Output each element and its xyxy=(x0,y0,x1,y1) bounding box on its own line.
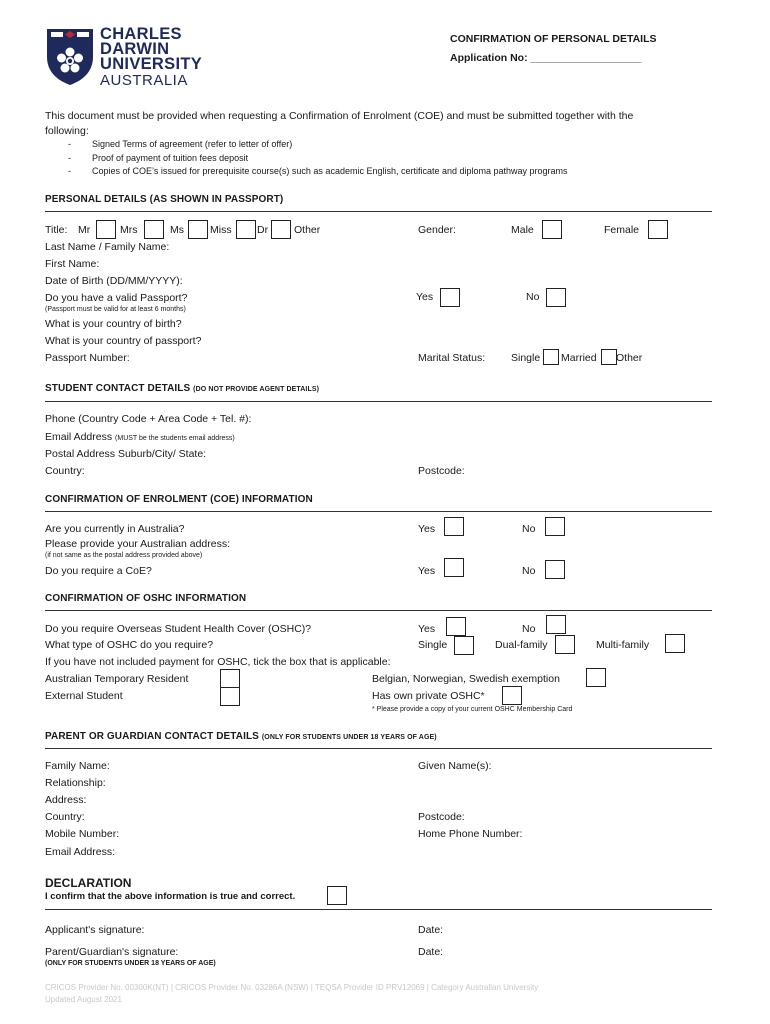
personal-details-heading: PERSONAL DETAILS (AS SHOWN IN PASSPORT) xyxy=(45,194,284,205)
title-label: Title: xyxy=(45,224,68,236)
footer-updated: Updated August 2021 xyxy=(45,995,122,1004)
country-field[interactable]: Country: xyxy=(45,465,85,477)
email-label: Email Address xyxy=(45,431,113,443)
atr-label: Australian Temporary Resident xyxy=(45,673,189,685)
parent-heading-text: PARENT OR GUARDIAN CONTACT DETAILS xyxy=(45,731,259,742)
in-australia-yes-label: Yes xyxy=(418,523,436,535)
single-label: Single xyxy=(511,352,541,364)
australian-address-field[interactable]: Please provide your Australian address: xyxy=(45,538,231,550)
logo-line-3: UNIVERSITY xyxy=(100,55,203,73)
declaration-confirm-text: I confirm that the above information is true and correct. xyxy=(45,891,296,902)
other-label: Other xyxy=(616,352,643,364)
oshc-dual-checkbox[interactable] xyxy=(555,635,575,654)
marital-status-label: Marital Status: xyxy=(418,352,486,364)
title-dr-label: Dr xyxy=(257,224,269,236)
contact-heading xyxy=(45,383,319,394)
oshc-single-checkbox[interactable] xyxy=(454,636,474,655)
applicant-signature-field[interactable]: Applicant's signature: xyxy=(45,924,145,936)
divider xyxy=(45,401,712,402)
gender-label: Gender: xyxy=(418,224,456,236)
postcode-field[interactable]: Postcode: xyxy=(418,465,465,477)
dob-field[interactable]: Date of Birth (DD/MM/YYYY): xyxy=(45,275,183,287)
parent-postcode-field[interactable]: Postcode: xyxy=(418,811,465,823)
parent-country-field[interactable]: Country: xyxy=(45,811,85,823)
phone-field[interactable]: Phone (Country Code + Area Code + Tel. #): xyxy=(45,413,252,425)
passport-no-checkbox[interactable] xyxy=(546,288,566,307)
footer-cricos: CRICOS Provider No. 00300K(NT) | CRICOS Provider No. 03286A (NSW) | TEQSA Provider ID PRV12069 | Category Australian University xyxy=(45,983,539,992)
parent-family-name-field[interactable]: Family Name: xyxy=(45,760,110,772)
in-australia-yes-checkbox[interactable] xyxy=(444,517,464,536)
parent-heading xyxy=(45,731,437,742)
logo-line-1: CHARLES xyxy=(100,25,182,43)
passport-country-field[interactable]: What is your country of passport? xyxy=(45,335,202,347)
require-coe-question: Do you require a CoE? xyxy=(45,565,152,577)
coe-heading: CONFIRMATION OF ENROLMENT (COE) INFORMATION xyxy=(45,494,313,505)
require-coe-yes-label: Yes xyxy=(418,565,436,577)
list-item: Proof of payment of tuition fees deposit xyxy=(92,153,249,163)
oshc-single-label: Single xyxy=(418,639,448,651)
married-checkbox[interactable] xyxy=(601,349,617,365)
oshc-no-label: No xyxy=(522,623,536,635)
title-dr-checkbox[interactable] xyxy=(271,220,291,239)
divider xyxy=(45,511,712,512)
require-coe-no-label: No xyxy=(522,565,536,577)
divider xyxy=(45,610,712,611)
parent-signature-field[interactable]: Parent/Guardian's signature: xyxy=(45,946,179,958)
private-oshc-checkbox[interactable] xyxy=(502,686,522,705)
birth-country-field[interactable]: What is your country of birth? xyxy=(45,318,182,330)
list-item: Signed Terms of agreement (refer to letter of offer) xyxy=(92,139,293,149)
email-note: (MUST be the students email address) xyxy=(115,435,235,442)
female-checkbox[interactable] xyxy=(648,220,668,239)
passport-number-field[interactable]: Passport Number: xyxy=(45,352,130,364)
logo-line-4: AUSTRALIA xyxy=(100,72,188,89)
male-checkbox[interactable] xyxy=(542,220,562,239)
intro-text: This document must be provided when requesting a Confirmation of Enrolment (COE) and must be submitted together with the xyxy=(45,110,634,122)
in-australia-no-label: No xyxy=(522,523,536,535)
oshc-not-included-text: If you have not included payment for OSHC, tick the box that is applicable: xyxy=(45,656,391,668)
list-item: Copies of COE’s issued for prerequisite course(s) such as academic English, certificate and diploma pathway programs xyxy=(92,166,568,176)
oshc-no-checkbox[interactable] xyxy=(546,615,566,634)
oshc-multi-checkbox[interactable] xyxy=(665,634,685,653)
oshc-require-question: Do you require Overseas Student Health Cover (OSHC)? xyxy=(45,623,312,635)
parent-mobile-field[interactable]: Mobile Number: xyxy=(45,828,120,840)
divider xyxy=(45,748,712,749)
passport-question: Do you have a valid Passport? xyxy=(45,292,188,304)
in-australia-question: Are you currently in Australia? xyxy=(45,523,185,535)
applicant-date-field[interactable]: Date: xyxy=(418,924,444,936)
divider xyxy=(45,211,712,212)
parent-signature-note: (ONLY FOR STUDENTS UNDER 18 YEARS OF AGE) xyxy=(45,960,216,967)
application-number-field[interactable]: Application No: ___________________ xyxy=(450,52,642,64)
australian-address-note: (if not same as the postal address provided above) xyxy=(45,552,203,559)
contact-heading-note: (DO NOT PROVIDE AGENT DETAILS) xyxy=(193,386,320,393)
title-mr-checkbox[interactable] xyxy=(96,220,116,239)
parent-date-field[interactable]: Date: xyxy=(418,946,444,958)
oshc-heading: CONFIRMATION OF OSHC INFORMATION xyxy=(45,593,247,604)
title-other-label: Other xyxy=(294,224,321,236)
bnse-checkbox[interactable] xyxy=(586,668,606,687)
title-miss-label: Miss xyxy=(210,224,232,236)
oshc-yes-label: Yes xyxy=(418,623,436,635)
external-student-label: External Student xyxy=(45,690,123,702)
parent-home-phone-field[interactable]: Home Phone Number: xyxy=(418,828,523,840)
male-label: Male xyxy=(511,224,534,236)
parent-email-field[interactable]: Email Address: xyxy=(45,846,116,858)
title-ms-checkbox[interactable] xyxy=(188,220,208,239)
private-oshc-label: Has own private OSHC* xyxy=(372,690,485,702)
parent-address-field[interactable]: Address: xyxy=(45,794,87,806)
document-title: CONFIRMATION OF PERSONAL DETAILS xyxy=(450,33,657,45)
atr-checkbox[interactable] xyxy=(220,669,240,688)
require-coe-yes-checkbox[interactable] xyxy=(444,558,464,577)
require-coe-no-checkbox[interactable] xyxy=(545,560,565,579)
title-mr-label: Mr xyxy=(78,224,91,236)
parent-relationship-field[interactable]: Relationship: xyxy=(45,777,106,789)
list-dash: - xyxy=(68,139,71,149)
bnse-label: Belgian, Norwegian, Swedish exemption xyxy=(372,673,560,685)
passport-note: (Passport must be valid for at least 6 months) xyxy=(45,306,186,313)
external-student-checkbox[interactable] xyxy=(220,687,240,706)
private-oshc-note: * Please provide a copy of your current OSHC Membership Card xyxy=(372,706,573,713)
last-name-field[interactable]: Last Name / Family Name: xyxy=(45,241,170,253)
single-checkbox[interactable] xyxy=(543,349,559,365)
title-miss-checkbox[interactable] xyxy=(236,220,256,239)
passport-no-label: No xyxy=(526,291,540,303)
cdu-shield-icon xyxy=(45,27,95,87)
declaration-checkbox[interactable] xyxy=(327,886,347,905)
email-field[interactable] xyxy=(45,431,235,443)
divider xyxy=(45,909,712,910)
parent-given-name-field[interactable]: Given Name(s): xyxy=(418,760,492,772)
list-dash: - xyxy=(68,153,71,163)
title-mrs-checkbox[interactable] xyxy=(144,220,164,239)
married-label: Married xyxy=(561,352,597,364)
oshc-type-question: What type of OSHC do you require? xyxy=(45,639,214,651)
oshc-yes-checkbox[interactable] xyxy=(446,617,466,636)
oshc-dual-label: Dual-family xyxy=(495,639,548,651)
list-dash: - xyxy=(68,166,71,176)
female-label: Female xyxy=(604,224,640,236)
declaration-heading: DECLARATION xyxy=(45,876,132,890)
contact-heading-text: STUDENT CONTACT DETAILS xyxy=(45,383,191,394)
in-australia-no-checkbox[interactable] xyxy=(545,517,565,536)
title-mrs-label: Mrs xyxy=(120,224,138,236)
oshc-multi-label: Multi-family xyxy=(596,639,650,651)
passport-yes-checkbox[interactable] xyxy=(440,288,460,307)
postal-address-field[interactable]: Postal Address Suburb/City/ State: xyxy=(45,448,207,460)
first-name-field[interactable]: First Name: xyxy=(45,258,100,270)
passport-yes-label: Yes xyxy=(416,291,434,303)
logo-line-2: DARWIN xyxy=(100,40,170,58)
intro-text-cont: following: xyxy=(45,125,89,137)
parent-heading-note: (ONLY FOR STUDENTS UNDER 18 YEARS OF AGE) xyxy=(261,734,437,741)
title-ms-label: Ms xyxy=(170,224,184,236)
